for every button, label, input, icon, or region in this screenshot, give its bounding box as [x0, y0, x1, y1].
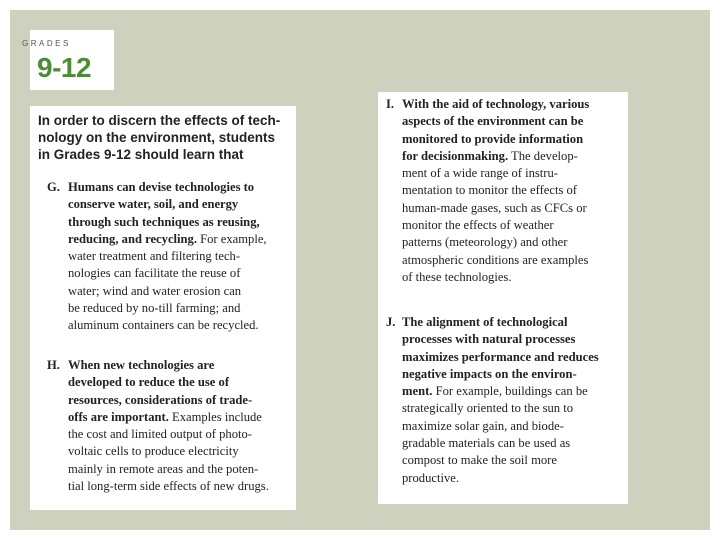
item-h-label: H.	[47, 358, 60, 372]
item-j-label: J.	[386, 315, 396, 329]
grades-label: GRADES	[22, 39, 71, 48]
item-i-text: With the aid of technology, various aspects of the environment can be monitored to provide information for decisionmaking. The develop- ment of a wide range of instru- mentation to monitor the effects of human-made gases, such as CFCs or monitor the effects of weather patterns (meteorology) and other atmospheric conditions are examples of these technologies.	[402, 97, 590, 284]
left-column	[30, 106, 296, 510]
grades-range: 9-12	[37, 52, 92, 83]
item-j-text: The alignment of technological processes with natural processes maximizes performance and reduces negative impacts on the environ- ment. For example, buildings can be strategically oriented to the sun to maximize solar gain, and biode- gradable materials can be used as compost to make the soil more productive.	[402, 315, 599, 485]
item-g-label: G.	[47, 180, 60, 194]
item-i-label: I.	[386, 97, 395, 111]
item-h-text: When new technologies are developed to reduce the use of resources, considerations of trade- offs are important. Examples include the cost and limited output of photo- voltaic cells to produce electricity mainly in remote areas and the poten- tial long-term side effects of new drugs.	[68, 358, 269, 494]
intro-text: In order to discern the effects of tech- nology on the environment, students in Grades 9-12 should learn that	[38, 113, 281, 162]
right-column	[378, 92, 628, 504]
item-g-text: Humans can devise technologies to conserve water, soil, and energy through such techniques as reusing, reducing, and recycling. For example, water treatment and filtering tech- nologies can facilitate the reuse of water; wind and water erosion can be reduced by no-till farming; and aluminum containers can be recycled.	[68, 180, 267, 333]
